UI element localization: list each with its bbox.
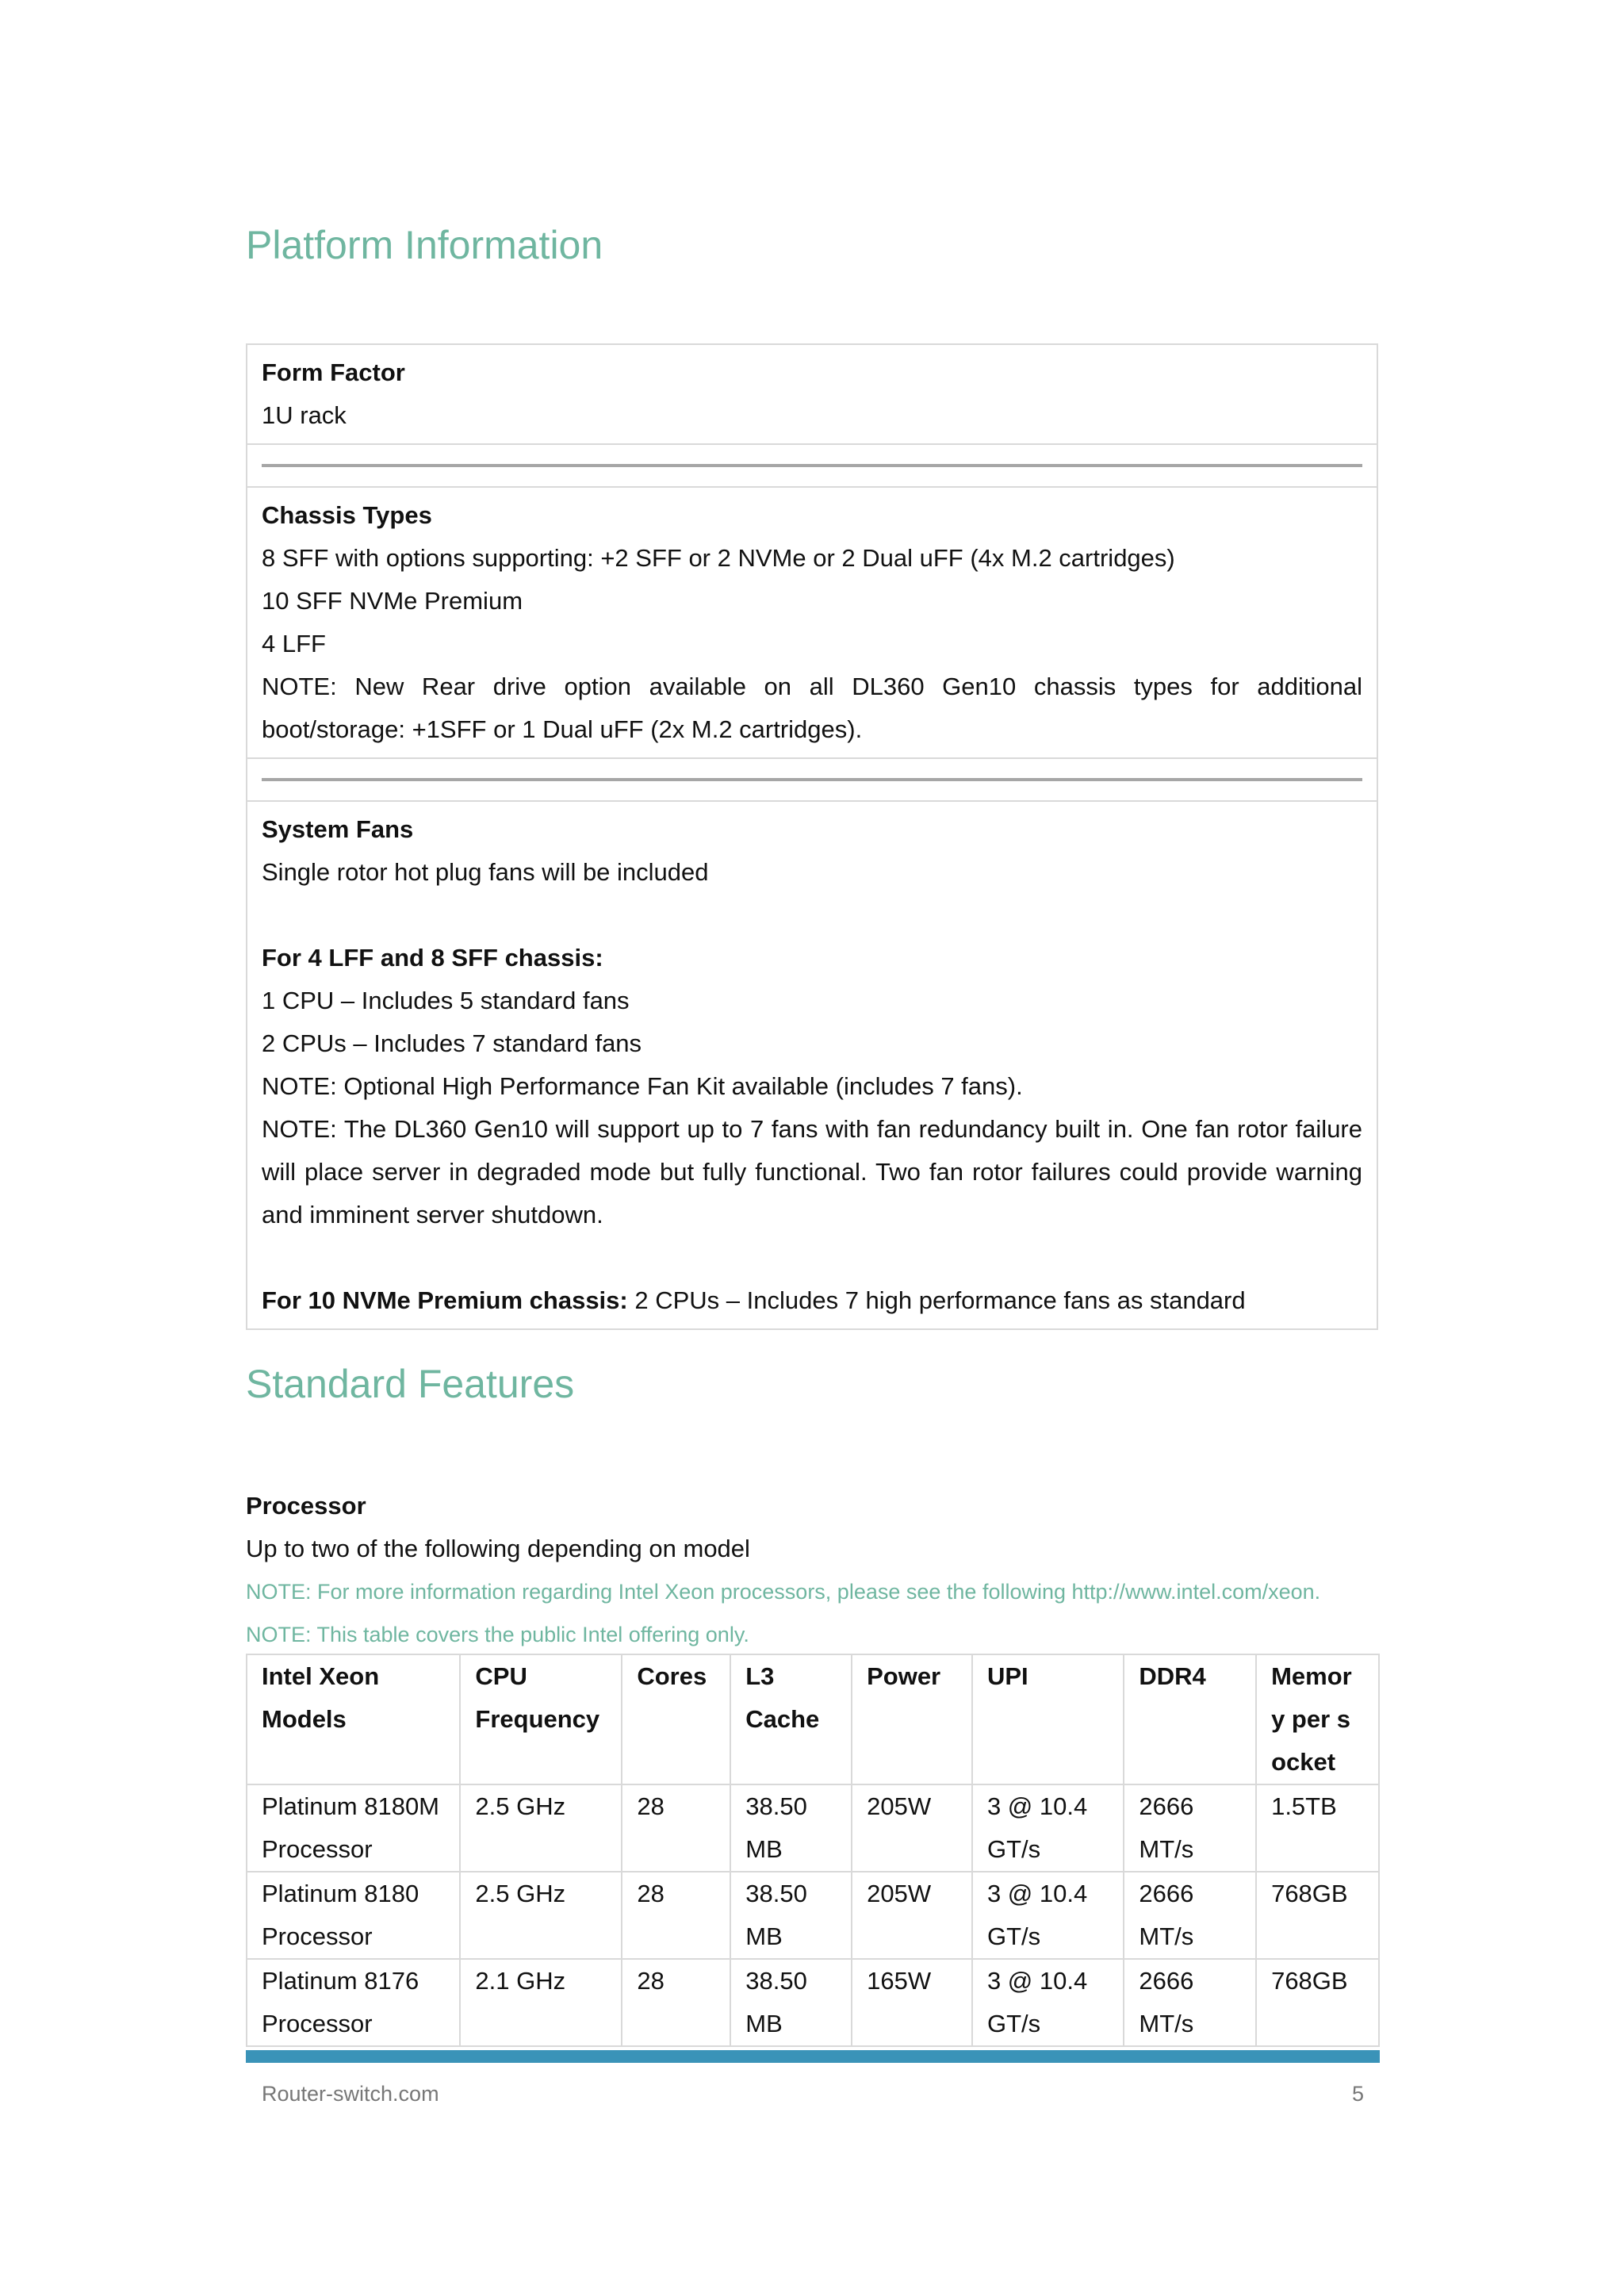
cell-frequency: 2.5 GHz bbox=[460, 1784, 622, 1872]
cell-memory: 768GB bbox=[1256, 1872, 1379, 1959]
cell-cache: 38.50 MB bbox=[730, 1959, 852, 2046]
col-header-frequency: CPU Frequency bbox=[460, 1654, 622, 1784]
processor-intro-block bbox=[246, 1485, 1380, 1656]
cell-cores: 28 bbox=[622, 1959, 730, 2046]
col-header-cores: Cores bbox=[622, 1654, 730, 1784]
form-factor-value: 1U rack bbox=[262, 401, 347, 429]
fans-note: NOTE: The DL360 Gen10 will support up to 7 fans with fan redundancy built in. One fan rotor failure will place server in degraded mode but fully functional. Two fan rotor failures could provide warning and imminent server shutdown. bbox=[262, 1115, 1362, 1228]
cell-cache: 38.50 MB bbox=[730, 1872, 852, 1959]
fans-line: 1 CPU – Includes 5 standard fans bbox=[262, 987, 630, 1014]
separator-rule bbox=[262, 464, 1362, 467]
cell-power: 205W bbox=[852, 1784, 972, 1872]
fans-line: NOTE: Optional High Performance Fan Kit available (includes 7 fans). bbox=[262, 1072, 1023, 1100]
fans-line: 2 CPUs – Includes 7 standard fans bbox=[262, 1029, 642, 1057]
standard-features-title: Standard Features bbox=[246, 1362, 575, 1406]
cell-power: 165W bbox=[852, 1959, 972, 2046]
cell-upi: 3 @ 10.4 GT/s bbox=[972, 1872, 1124, 1959]
cell-memory: 768GB bbox=[1256, 1959, 1379, 2046]
nvme-text: 2 CPUs – Includes 7 high performance fans as standard bbox=[627, 1286, 1246, 1314]
table-note: NOTE: This table covers the public Intel offering only. bbox=[246, 1623, 749, 1646]
chassis-line: 4 LFF bbox=[262, 630, 326, 657]
processor-heading: Processor bbox=[246, 1492, 366, 1520]
fans-heading: System Fans bbox=[262, 815, 414, 843]
system-fans-cell bbox=[247, 802, 1377, 1328]
chassis-heading: Chassis Types bbox=[262, 501, 432, 529]
col-header-cache: L3 Cache bbox=[730, 1654, 852, 1784]
cell-cache: 38.50 MB bbox=[730, 1784, 852, 1872]
cell-power: 205W bbox=[852, 1872, 972, 1959]
processor-table bbox=[246, 1654, 1380, 2047]
chassis-line: 10 SFF NVMe Premium bbox=[262, 587, 523, 615]
cell-frequency: 2.5 GHz bbox=[460, 1872, 622, 1959]
chassis-note: NOTE: New Rear drive option available on all DL360 Gen10 chassis types for additional boot/storage: +1SFF or 1 Dual uFF (2x M.2 cartridges). bbox=[262, 673, 1362, 743]
col-header-power: Power bbox=[852, 1654, 972, 1784]
cell-model: Platinum 8176 Processor bbox=[247, 1959, 460, 2046]
cell-cores: 28 bbox=[622, 1872, 730, 1959]
cell-model: Platinum 8180 Processor bbox=[247, 1872, 460, 1959]
cell-cores: 28 bbox=[622, 1784, 730, 1872]
cell-memory: 1.5TB bbox=[1256, 1784, 1379, 1872]
table-row bbox=[247, 1872, 1379, 1959]
platform-title: Platform Information bbox=[246, 223, 603, 267]
footer-bar bbox=[246, 2050, 1380, 2063]
table-row bbox=[247, 1959, 1379, 2046]
form-factor-cell bbox=[247, 345, 1377, 443]
cell-model: Platinum 8180M Processor bbox=[247, 1784, 460, 1872]
fans-intro: Single rotor hot plug fans will be included bbox=[262, 858, 709, 886]
fans-sub-heading: For 4 LFF and 8 SFF chassis: bbox=[262, 944, 603, 972]
processor-intro: Up to two of the following depending on model bbox=[246, 1535, 750, 1562]
table-row bbox=[247, 1784, 1379, 1872]
intel-note: NOTE: For more information regarding Intel Xeon processors, please see the following http://www.intel.com/xeon. bbox=[246, 1580, 1321, 1604]
footer-site: Router-switch.com bbox=[262, 2082, 439, 2106]
page-number: 5 bbox=[1351, 2082, 1364, 2106]
col-header-ddr4: DDR4 bbox=[1124, 1654, 1256, 1784]
col-header-upi: UPI bbox=[972, 1654, 1124, 1784]
col-header-models: Intel Xeon Models bbox=[247, 1654, 460, 1784]
table-header-row bbox=[247, 1654, 1379, 1784]
separator-row bbox=[247, 757, 1377, 802]
separator-row bbox=[247, 443, 1377, 488]
cell-frequency: 2.1 GHz bbox=[460, 1959, 622, 2046]
cell-ddr4: 2666 MT/s bbox=[1124, 1784, 1256, 1872]
platform-info-box bbox=[246, 343, 1378, 1330]
col-header-memory: Memory per socket bbox=[1256, 1654, 1379, 1784]
cell-ddr4: 2666 MT/s bbox=[1124, 1872, 1256, 1959]
form-factor-heading: Form Factor bbox=[262, 358, 405, 386]
cell-upi: 3 @ 10.4 GT/s bbox=[972, 1959, 1124, 2046]
chassis-line: 8 SFF with options supporting: +2 SFF or 2 NVMe or 2 Dual uFF (4x M.2 cartridges) bbox=[262, 544, 1175, 572]
nvme-label: For 10 NVMe Premium chassis: bbox=[262, 1286, 628, 1314]
cell-ddr4: 2666 MT/s bbox=[1124, 1959, 1256, 2046]
separator-rule bbox=[262, 778, 1362, 781]
chassis-types-cell bbox=[247, 488, 1377, 757]
cell-upi: 3 @ 10.4 GT/s bbox=[972, 1784, 1124, 1872]
